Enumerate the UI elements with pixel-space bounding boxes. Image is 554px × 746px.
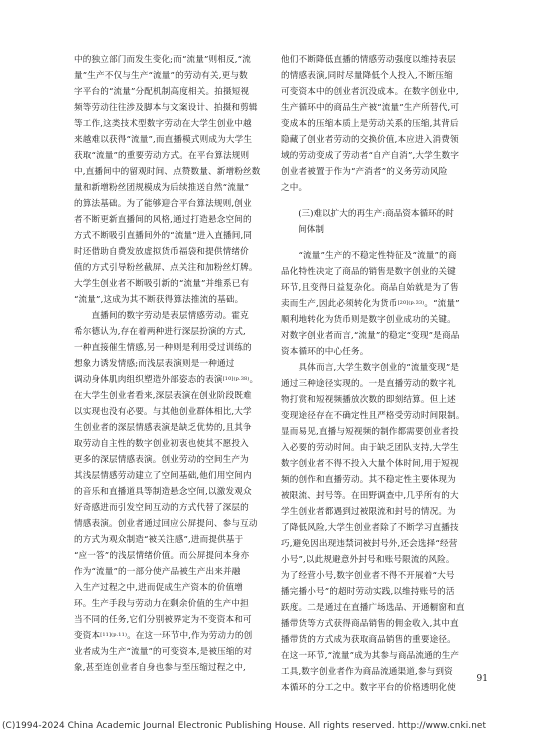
- text-line: 方式不断吸引直播间外的“流量”进入直播间,同: [74, 231, 253, 241]
- citation-marker: [11](p.11): [100, 632, 128, 638]
- text-line: 入必要的劳动时间。由于缺乏团队支持,大学生: [281, 443, 459, 453]
- citation-marker: [10](p.38): [222, 376, 250, 382]
- text-line: 直播间的数字劳动是表层情感劳动。霍克: [74, 311, 249, 321]
- text-line: 域的劳动变成了劳动者“自产自消”,大学生数字: [281, 151, 460, 161]
- text-line: 一种直接催生情感,另一种则是利用受过训练的: [74, 343, 252, 353]
- text-line: 播带货的方式成为获取商品销售的重要途径。: [281, 635, 456, 645]
- text-line: 数字创业者不得不投入大量个体时间,用于短视: [281, 459, 459, 469]
- text-line: 量和新增粉丝团规模成为后续推送自然“流量”: [74, 183, 250, 193]
- text-line: 作为“流量”的一部分使产品被生产出来并融: [74, 567, 241, 577]
- text-line: 更多的深层情感表演。创业劳动的空间生产为: [74, 455, 249, 465]
- text-line: 的方式为观众制造“被关注感”,进而提供基于: [74, 535, 244, 545]
- text-line: 取劳动自主性的数字创业初衷也使其不愿投入: [74, 439, 249, 449]
- text-line: 创业者被置于作为“产消者”的义务劳动风险: [281, 167, 448, 177]
- text-line: 资本循环的中心任务。: [281, 347, 369, 357]
- text-line: 播完播小号”的超时劳动实践,以维持账号的活: [281, 587, 455, 597]
- text-line: 品化特性决定了商品的销售是数字创业的关键: [281, 267, 456, 277]
- text-line: 变现途径存在不确定性且严格受劳动时间限制。: [281, 411, 465, 421]
- right-column-paragraph-group: [281, 52, 487, 196]
- text-line: 他们不断降低直播的情感劳动强度以维持表层: [281, 55, 456, 65]
- text-line: 等工作,这类技术型数字劳动在大学生创业中越: [74, 119, 252, 129]
- text-line: 的算法基础。为了能够迎合平台算法规则,创业: [74, 199, 252, 209]
- text-line: 巧,避免因出现违禁词被封号外,还会选择“经营: [281, 539, 458, 549]
- text-line: 通过三种途径实现的。一是直播劳动的数字礼: [281, 379, 456, 389]
- paragraph-gap: [281, 238, 487, 248]
- right-column-paragraph-group: [281, 248, 487, 696]
- text-line: 来越难以获得“流量”,而直播模式则成为大学生: [74, 135, 253, 145]
- text-line: “流量”,这成为其不断获得算法推流的基础。: [74, 295, 244, 305]
- text-line: 变成本的压缩本质上是劳动关系的压缩,其背后: [281, 119, 459, 129]
- text-line: 希尔德认为,存在着两种进行深层扮演的方式,: [74, 327, 246, 337]
- text-line: 情感表演。创业者通过回应公屏提问、参与互动: [74, 519, 258, 529]
- text-line: 大学生创业者不断吸引新的“流量”并维系已有: [74, 279, 250, 289]
- text-line: 了降低风险,大学生创业者除了不断学习直播技: [281, 523, 459, 533]
- text-line: 量”生产不仅与生产“流量”的劳动有关,更与数: [74, 71, 248, 81]
- text-line: “应一答”的浅层情绪价值。而公屏提问本身亦: [74, 551, 250, 561]
- text-line: 以实现也没有必要。与其他创业群体相比,大学: [74, 407, 252, 417]
- text-line: 工具,数字创业者作为商品流通渠道,参与到资: [281, 667, 453, 677]
- text-line: 字平台的“流量”分配机制高度相关。拍摄短视: [74, 87, 250, 97]
- text-line: 调动身体肌肉组织塑造外部姿态的表演$^{[10](p.38)}$。: [74, 375, 259, 385]
- text-line: 中的独立部门而发生变化;而“流量”则相反,“流: [74, 55, 251, 65]
- text-line: 其浅层情感劳动建立了空间基础,他们用空间内: [74, 471, 252, 481]
- paragraph-gap: [281, 196, 487, 206]
- text-line: 入生产过程之中,进而促成生产资本的价值增: [74, 583, 244, 593]
- text-line: 环节,且变得日益复杂化。商品自始就是为了售: [281, 283, 459, 293]
- heading-line: 间体制: [281, 225, 324, 235]
- text-line: 学生创业者都遇到过被限流和封号的情况。为: [281, 507, 456, 517]
- text-line: 生产循环中的商品生产被“流量”生产所替代,可: [281, 103, 460, 113]
- text-line: 为了经营小号,数字创业者不得不开展着“大号: [281, 571, 455, 581]
- text-line: 播带货等方式获得商品销售的佣金收入,其中直: [281, 619, 459, 629]
- text-line: 变资本$^{[11](p.11)}$。在这一环节中,作为劳动力的创: [74, 631, 253, 641]
- text-line: 者不断更新直播间的风格,通过打造悬念空间的: [74, 215, 252, 225]
- text-line: 之中。: [281, 183, 308, 193]
- text-line: 小号”,以此规避意外封号和账号限流的风险。: [281, 555, 455, 565]
- text-line: 本循环的分工之中。数字平台的价格透明化使: [281, 683, 456, 693]
- text-line: 业者成为生产“流量”的可变资本,是被压缩的对: [74, 647, 253, 657]
- text-line: 频的创作和直播劳动。其不稳定性主要体现为: [281, 475, 456, 485]
- text-line: 频等劳动往往涉及脚本与文案设计、拍摄和剪辑: [74, 103, 258, 113]
- text-line: 顺利地转化为货币则是数字创业成功的关键。: [281, 315, 456, 325]
- right-column: [281, 52, 487, 696]
- text-line: 可变资本中的创业者沉没成本。在数字创业中,: [281, 87, 459, 97]
- text-line: 好奇感进而引发空间互动的方式代替了深层的: [74, 503, 249, 513]
- text-line: 跃度。二是通过在直播广场选品、开通橱窗和直: [281, 603, 465, 613]
- text-line: 具体而言,大学生数字创业的“流量变现”是: [281, 363, 460, 373]
- section-heading: [281, 206, 487, 238]
- text-line: 的音乐和直播道具等制造悬念空间,以激发观众: [74, 487, 252, 497]
- text-line: 在大学生创业者看来,深层表演在创业阶段既难: [74, 391, 252, 401]
- text-line: 环。生产手段与劳动力在剩余价值的生产中担: [74, 599, 249, 609]
- copyright-footer: (C)1994-2024 China Academic Journal Electronic Publishing House. All rights reserved. http://www.cnki.net: [2, 721, 487, 731]
- text-line: 生创业者的深层情感表演是缺乏优势的,且其争: [74, 423, 252, 433]
- text-line: 物打赏和短视频播放次数的即刻结算。但上述: [281, 395, 456, 405]
- text-line: 的情感表演,同时尽量降低个人投入,不断压缩: [281, 71, 453, 81]
- text-line: 被限流、封号等。在田野调查中,几乎所有的大: [281, 491, 459, 501]
- text-line: 想象力诱发情感;而浅层表演则是一种通过: [74, 359, 235, 369]
- text-line: 当不同的任务,它们分别被界定为不变资本和可: [74, 615, 252, 625]
- text-line: 隐藏了创业者劳动的交换价值,本应进入消费领: [281, 135, 459, 145]
- text-line: 对数字创业者而言,“流量”的稳定“变现”是商品: [281, 331, 460, 341]
- citation-marker: [20](p.33): [397, 300, 425, 306]
- text-line: 显而易见,直播与短视频的制作都需要创业者投: [281, 427, 459, 437]
- text-line: 在这一环节,“流量”成为其参与商品流通的生产: [281, 651, 460, 661]
- text-line: 中,直播间中的留观时间、点赞数量、新增粉丝数: [74, 167, 261, 177]
- page-number: 91: [476, 674, 488, 684]
- text-line: 值的方式引导粉丝截屏、点关注和加粉丝灯牌。: [74, 263, 258, 273]
- left-column: [74, 52, 280, 676]
- text-line: “流量”生产的不稳定性特征及“流量”的商: [281, 251, 457, 261]
- heading-line: (三)难以扩大的再生产:商品资本循环的时: [281, 209, 454, 219]
- text-line: 获取“流量”的重要劳动方式。在平台算法规则: [74, 151, 250, 161]
- text-line: 时还借助自费发放虚拟货币福袋和提供情绪价: [74, 247, 249, 257]
- text-line: 象,甚至连创业者自身也参与至压缩过程之中,: [74, 663, 246, 673]
- text-line: 卖而生产,因此必须转化为货币$^{[20](p.33)}$。“流量”: [281, 299, 460, 309]
